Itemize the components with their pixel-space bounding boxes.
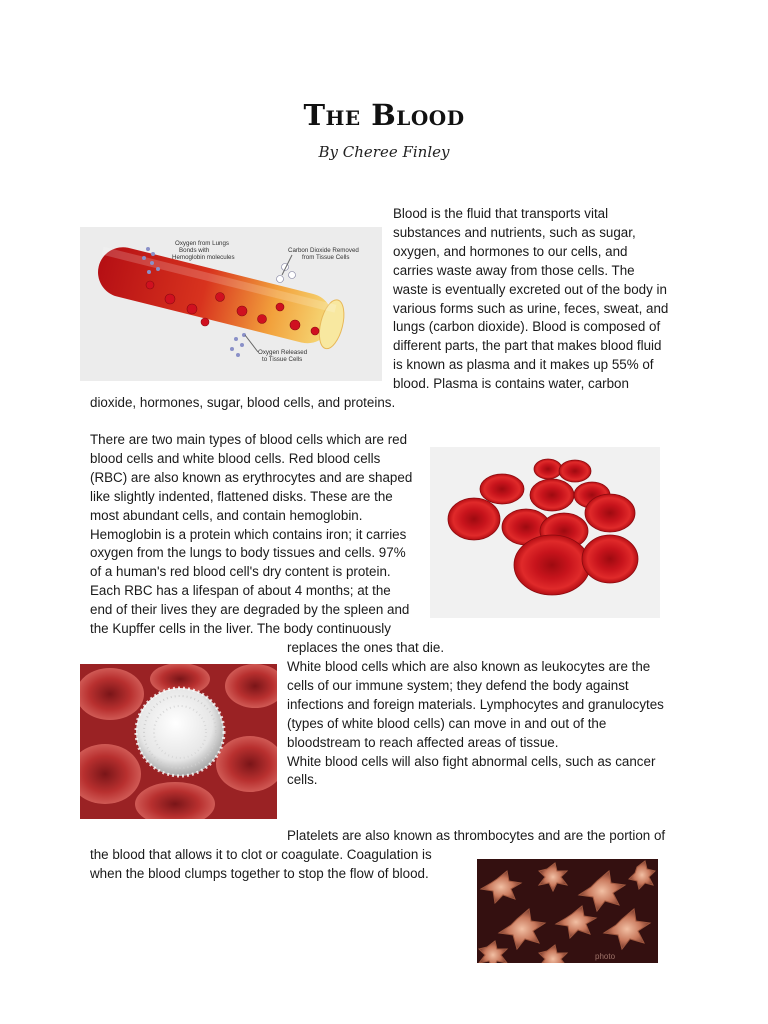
- svg-text:Carbon Dioxide Removed f: [288, 247, 361, 261]
- text-line: bloodstream to reach affected areas of tissue.: [287, 734, 559, 750]
- white-blood-cell-image: [80, 664, 277, 819]
- text-line: is known as plasma and it makes up 55% of: [393, 357, 654, 373]
- text-line: blood. Plasma is contains water, carbon: [393, 376, 629, 392]
- blood-vessel-diagram: [80, 227, 382, 381]
- text-line: the Kupffer cells in the liver. The body continuously: [90, 621, 391, 637]
- text-line: (RBC) are also known as erythrocytes and are shaped: [90, 469, 413, 485]
- text-line: lungs (carbon dioxide). Blood is composed of: [393, 319, 661, 335]
- vessel-label-co2-2: from Tissue Cells: [302, 254, 350, 261]
- document-author: By Cheree Finley: [318, 143, 450, 161]
- text-line: cells.: [287, 772, 318, 788]
- text-line: Blood is the fluid that transports vital: [393, 206, 609, 221]
- text-line: carries waste away from those cells. The: [393, 262, 635, 278]
- text-line: when the blood clumps together to stop the flow of blood.: [90, 865, 429, 881]
- vessel-label-oxygen-2: Bonds with: [179, 247, 210, 254]
- text-line: blood cells and white blood cells. Red blood cells: [90, 450, 381, 466]
- text-line: White blood cells will also fight abnormal cells, such as cancer: [287, 753, 656, 769]
- paragraph-intro-tail: dioxide, hormones, sugar, blood cells, and proteins.: [90, 395, 396, 410]
- text-line: end of their lives they are degraded by the spleen and: [90, 602, 410, 618]
- text-line: like slightly indented, flattened disks. These are the: [90, 488, 393, 504]
- watermark-text: photo: [595, 952, 616, 961]
- text-line: most abundant cells, and contain hemoglobin.: [90, 507, 363, 523]
- paragraph-platelets: [90, 846, 460, 884]
- paragraph-blood-cells-tail: replaces the ones that die.: [287, 640, 445, 655]
- text-line: cells of our immune system; they defend the body against: [287, 677, 629, 693]
- text-line: Hemoglobin is a protein which contains iron; it carries: [90, 526, 407, 542]
- text-line: various forms such as urine, feces, sweat, and: [393, 300, 669, 316]
- text-line: oxygen from the lungs to body tissues and cells. 97%: [90, 545, 406, 561]
- paragraph-intro: [393, 205, 693, 394]
- text-line: substances and nutrients, such as sugar,: [393, 224, 636, 240]
- paragraph-platelets-first: Platelets are also known as thrombocytes and are the portion of: [287, 828, 666, 843]
- text-line: waste is eventually excreted out of the body in: [393, 281, 667, 297]
- red-blood-cells-image: [430, 447, 660, 618]
- text-line: There are two main types of blood cells which are red: [90, 432, 408, 447]
- text-line: oxygen, and hormones to our cells, and: [393, 243, 628, 259]
- paragraph-blood-cells: [90, 431, 435, 639]
- vessel-label-released-1: Oxygen Released: [258, 349, 308, 356]
- text-line: White blood cells which are also known as leukocytes are the: [287, 659, 651, 674]
- text-line: infections and foreign materials. Lymphocytes and granulocytes: [287, 696, 664, 712]
- text-line: the blood that allows it to clot or coagulate. Coagulation is: [90, 847, 432, 862]
- paragraph-white-cells: [287, 658, 687, 790]
- document-title: The Blood: [303, 98, 465, 132]
- text-line: Each RBC has a lifespan of about 4 months; at the: [90, 583, 391, 599]
- platelets-image: [477, 859, 658, 963]
- text-line: (types of white blood cells) can move in and out of the: [287, 715, 607, 731]
- vessel-label-oxygen-1: Oxygen from Lungs: [175, 240, 229, 247]
- vessel-label-co2-1: Carbon Dioxide Removed: [288, 247, 359, 254]
- vessel-label-released-2: to Tissue Cells: [262, 356, 303, 363]
- text-line: different parts, the part that makes blood fluid: [393, 338, 662, 354]
- text-line: of a human's red blood cell's dry content is protein.: [90, 564, 391, 580]
- vessel-label-oxygen-3: Hemoglobin molecules: [172, 254, 235, 261]
- svg-text:Oxygen from Lungs Bonds: [172, 240, 235, 261]
- svg-text:Oxygen Released to Tissu: [258, 349, 309, 363]
